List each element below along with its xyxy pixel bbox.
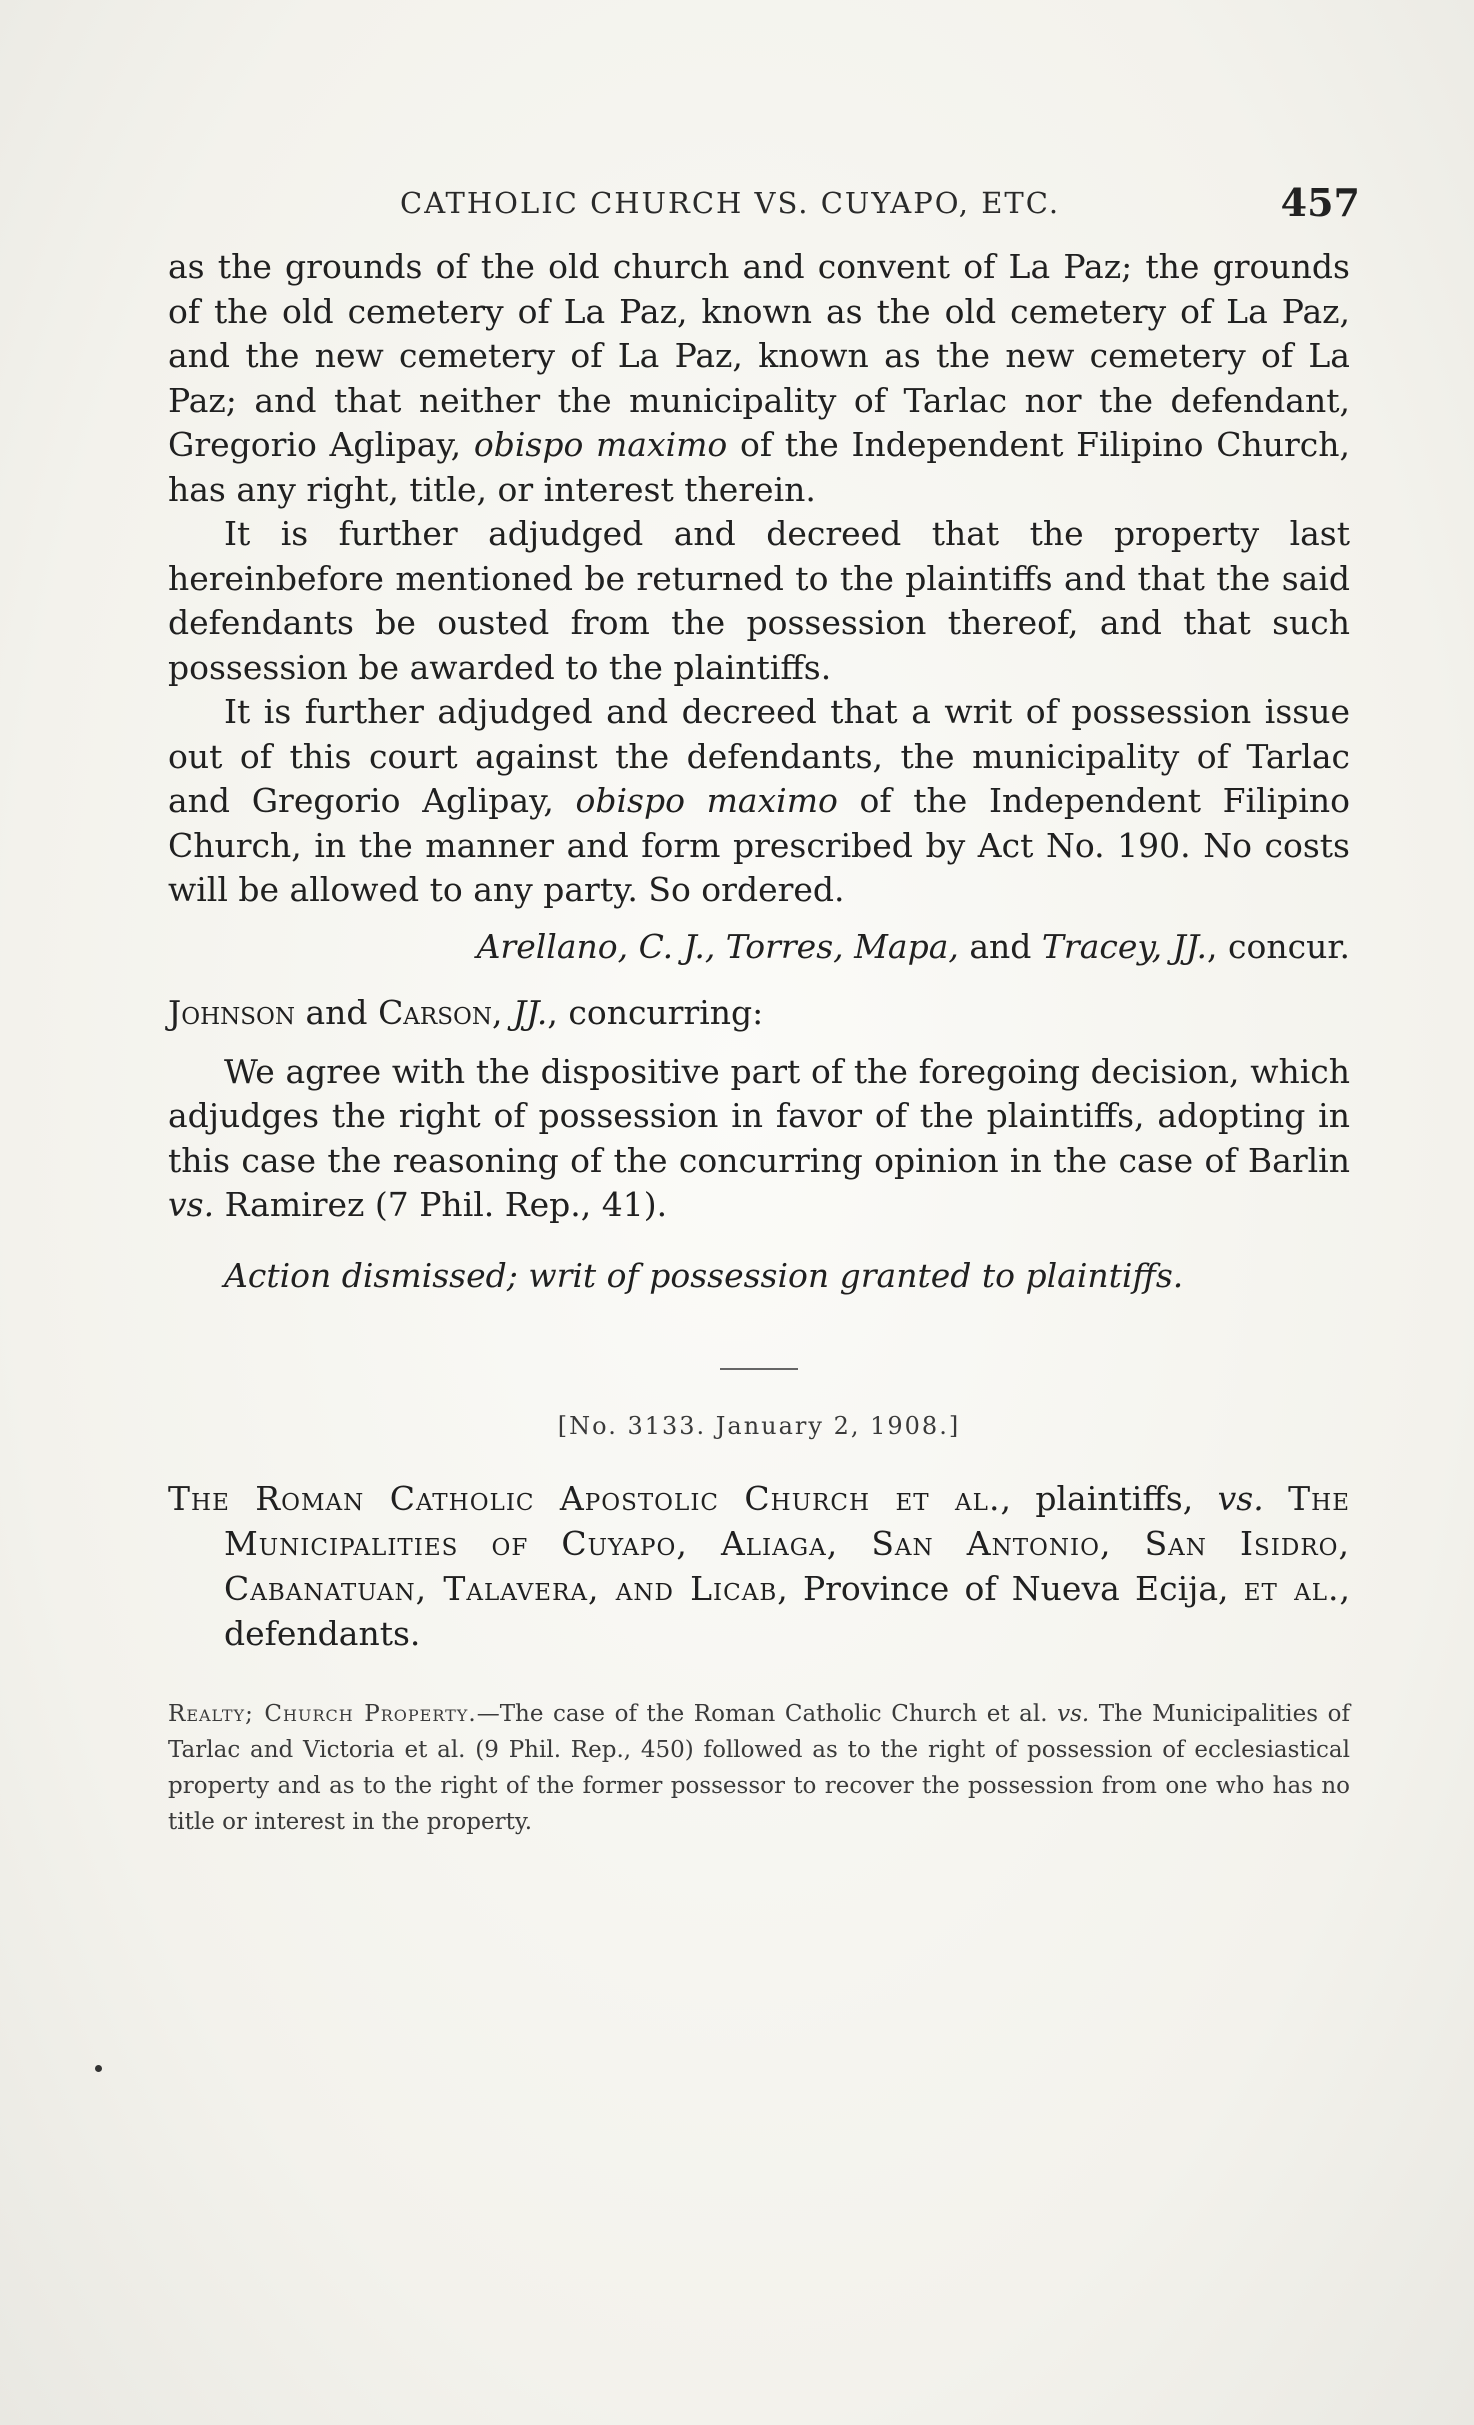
caption-defendants: The Municipalities of Cuyapo, Aliaga, San Antonio, San Isidro, Cabanatuan, Talavera, and Licab [224,1479,1350,1608]
syllabus-vs: vs. [1057,1701,1090,1727]
page-body [168,245,1350,1840]
page-number: 457 [1280,180,1360,225]
page-header [165,180,1360,240]
concur-and: and [958,926,1042,966]
caption-et-al: et al. [1243,1569,1340,1608]
p1-text-a: as the grounds of the old church and convent of La Paz; the grounds of the old cemetery of La Paz, known as the old cemetery of La Paz, and the new cemetery of La Paz, known as the new cemetery of La Paz; and that neither the municipality of Tarlac nor the defendant, Gregorio Aglipay, [168,247,1350,464]
concurrence-line [168,925,1350,970]
syllabus-text-a: —The case of the Roman Catholic Church et al. [476,1701,1058,1727]
p1-text-c: of the Independent Filipino Church, has any right, title, or interest therein. [168,425,1350,509]
running-head: CATHOLIC CHURCH VS. CUYAPO, ETC. [400,186,1061,220]
paragraph-2: It is further adjudged and decreed that the property last hereinbefore mentioned be returned to the plaintiffs and that the said defendants be ousted from the possession thereof, and that such possession be awarded to the plaintiffs. [168,514,1350,687]
syllabus [168,1696,1350,1840]
concur-suffix: , concur. [1207,926,1350,966]
case-caption [168,1476,1350,1656]
concur-tracey: Tracey, JJ. [1041,926,1208,966]
paragraph-3 [168,690,1350,913]
judge-johnson: Johnson [168,993,296,1032]
case-number: [No. 3133. January 2, 1908.] [557,1412,961,1440]
syllabus-text-c: The Municipalities of Tarlac and Victoria et al. (9 Phil. Rep., 450) followed as to the right of possession of ecclesiastical property and as to the right of the former possessor to recover the possession from one who has no title or interest in the property. [168,1701,1350,1835]
caption-vs: vs. [1217,1479,1264,1518]
p3-text-c: of the Independent Filipino Church, in the manner and form prescribed by Act No. 190. No costs will be allowed to any party. So ordered. [168,781,1350,909]
p4-text-c: Ramirez (7 Phil. Rep., 41). [214,1185,668,1224]
judge-carson: Carson [378,993,492,1032]
caption-space [1264,1479,1288,1518]
caption-plaintiffs-label: , plaintiffs, [1000,1479,1218,1518]
p4-vs: vs. [168,1185,215,1224]
judges-concurring: , concurring: [547,993,764,1032]
judges-and: and [295,993,379,1032]
judges-comma: , [491,993,513,1032]
caption-province: , Province of Nueva Ecija, [777,1569,1244,1608]
p4-text-a: We agree with the dispositive part of the foregoing decision, which adjudges the right of possession in favor of the plaintiffs, adopting in this case the reasoning of the concurring opinion in the case of Barlin [168,1051,1350,1180]
disposition-text: Action dismissed; writ of possession granted to plaintiffs. [224,1255,1184,1295]
paragraph-1 [168,245,1350,512]
section-divider [720,1368,798,1370]
paragraph-4 [168,1050,1350,1228]
caption-defendants-label: , defendants. [224,1569,1350,1653]
concur-judges: Arellano, C. J., Torres, Mapa, [476,926,959,966]
disposition [168,1254,1350,1299]
caption-plaintiff: The Roman Catholic Apostolic Church et al. [168,1479,1001,1518]
margin-mark [95,2065,102,2072]
judges-jj: JJ. [512,993,548,1032]
p1-italic: obispo maximo [473,425,728,464]
syllabus-lead: Realty; Church Property. [168,1701,477,1727]
p3-text-a: It is further adjudged and decreed that a writ of possession issue out of this court against the defendants, the municipality of Tarlac and Gregorio Aglipay, [168,692,1350,820]
p3-italic: obispo maximo [575,781,838,820]
concurring-judges [168,991,1350,1036]
